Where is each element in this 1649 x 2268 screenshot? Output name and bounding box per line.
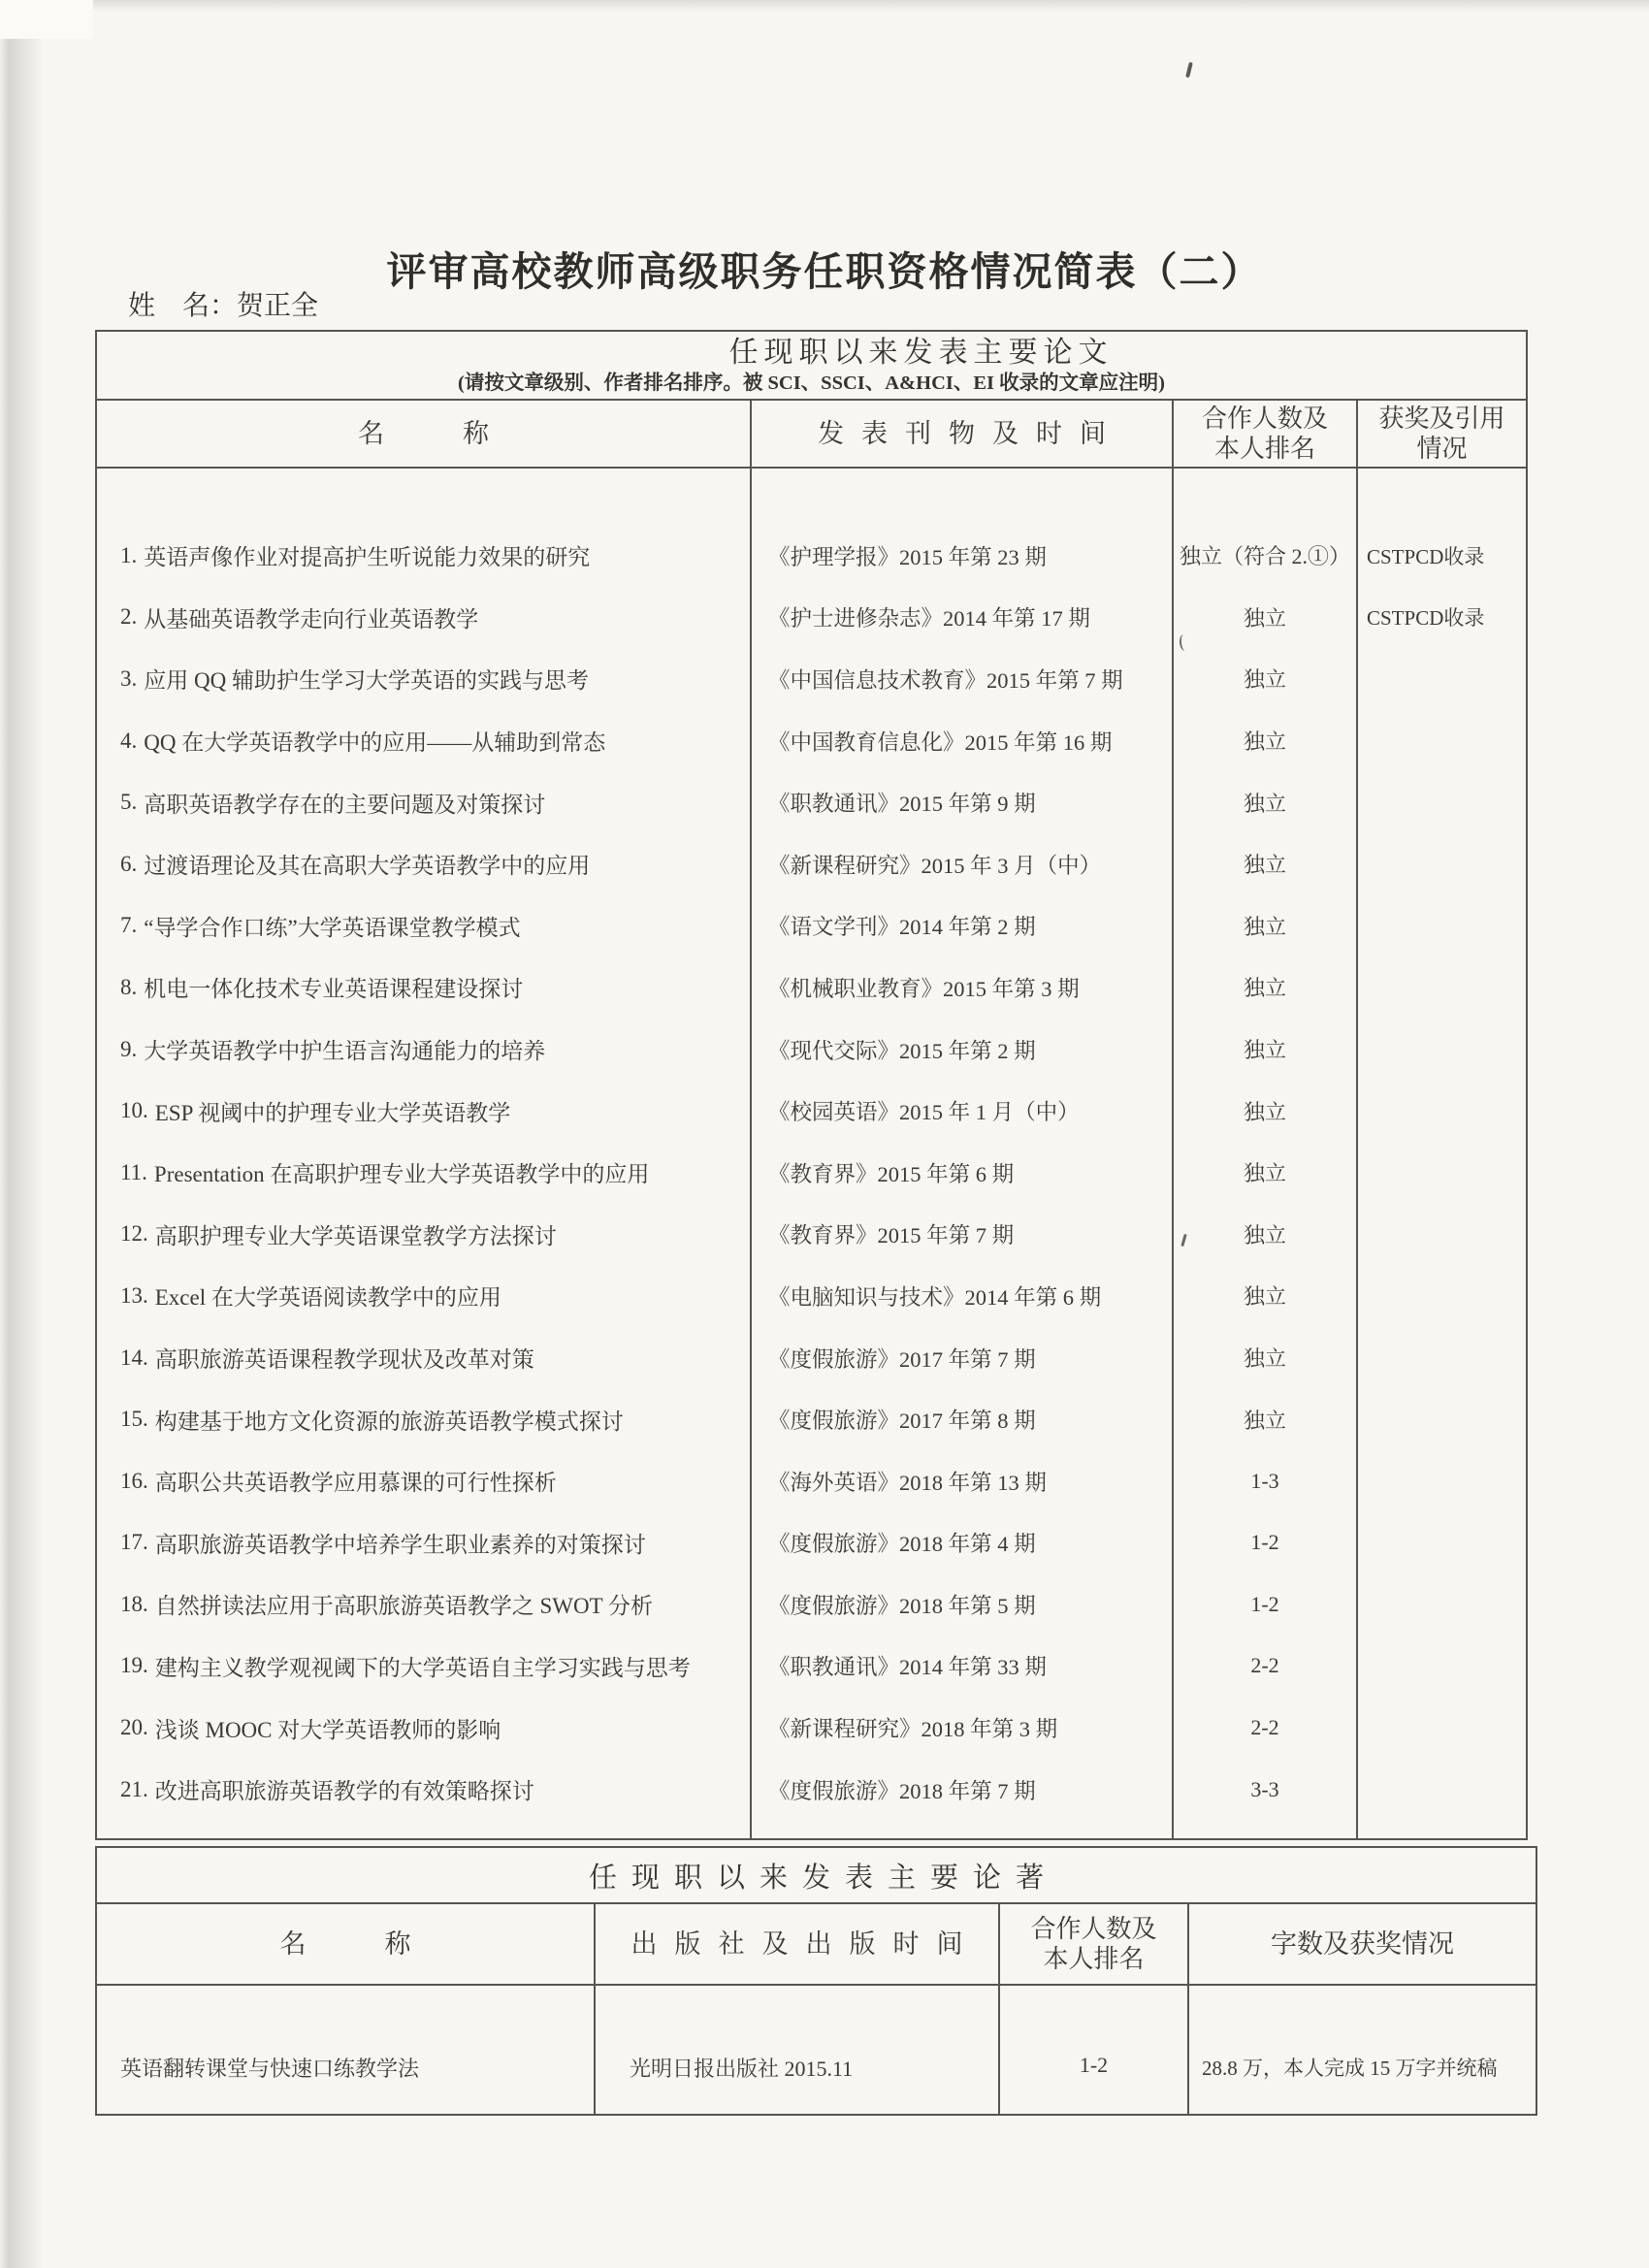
paper-title: 20. 浅谈 MOOC 对大学英语教师的影响 bbox=[120, 1715, 501, 1742]
paper-journal: 《中国教育信息化》2015 年第 16 期 bbox=[768, 729, 1113, 755]
paper-title: 8. 机电一体化技术专业英语课程建设探讨 bbox=[120, 974, 524, 1002]
paper-award bbox=[1358, 1450, 1526, 1512]
paper-title: 11. Presentation 在高职护理专业大学英语教学中的应用 bbox=[120, 1159, 650, 1187]
scan-corner-highlight bbox=[0, 0, 93, 39]
paper-title: 9. 大学英语教学中护生语言沟通能力的培养 bbox=[120, 1036, 546, 1064]
paper-rank: 1-3 bbox=[1250, 1468, 1279, 1493]
paper-journal: 《新课程研究》2015 年 3 月（中） bbox=[768, 853, 1102, 878]
paper-rank: 2-2 bbox=[1250, 1715, 1279, 1740]
paper-title: 21. 改进高职旅游英语教学的有效策略探讨 bbox=[120, 1776, 534, 1804]
column-header-name: 名 称 bbox=[358, 418, 489, 448]
scan-edge-shadow bbox=[0, 0, 43, 2268]
paper-award bbox=[1358, 771, 1526, 833]
paper-rank: 独立 bbox=[1243, 667, 1286, 693]
paper-title: 18. 自然拼读法应用于高职旅游英语教学之 SWOT 分析 bbox=[120, 1591, 653, 1619]
paper-title: 3. 应用 QQ 辅助护生学习大学英语的实践与思考 bbox=[120, 665, 589, 694]
books-table-header bbox=[97, 1904, 1536, 1986]
paper-title: 1. 英语声像作业对提高护生听说能力效果的研究 bbox=[120, 542, 591, 570]
column-header-words: 字数及获奖情况 bbox=[1187, 1904, 1536, 1984]
paper-title: 16. 高职公共英语教学应用慕课的可行性探析 bbox=[120, 1468, 557, 1496]
paper-award: CSTPCD收录 bbox=[1367, 544, 1485, 568]
paper-rank: 独立 bbox=[1243, 1038, 1286, 1063]
paper-rank: 独立 bbox=[1243, 791, 1286, 816]
scan-top-shadow bbox=[0, 0, 1649, 12]
paper-title: 13. Excel 在大学英语阅读教学中的应用 bbox=[120, 1282, 501, 1311]
paper-rank: 1-2 bbox=[1250, 1530, 1279, 1555]
paper-title: 10. ESP 视阈中的护理专业大学英语教学 bbox=[120, 1098, 511, 1125]
scan-artifact bbox=[1185, 62, 1193, 78]
paper-award: CSTPCD收录 bbox=[1367, 606, 1485, 631]
papers-table-body bbox=[97, 469, 1526, 1838]
paper-award bbox=[1358, 1142, 1526, 1204]
paper-journal: 《度假旅游》2017 年第 7 期 bbox=[768, 1346, 1036, 1372]
paper-journal: 《海外英语》2018 年第 13 期 bbox=[768, 1470, 1047, 1495]
books-table bbox=[95, 1846, 1537, 2116]
paper-title: 6. 过渡语理论及其在高职大学英语教学中的应用 bbox=[120, 851, 591, 879]
book-rank: 1-2 bbox=[998, 1986, 1187, 2114]
paper-journal: 《中国信息技术教育》2015 年第 7 期 bbox=[768, 667, 1123, 693]
name-value: 贺正全 bbox=[237, 291, 319, 321]
paper-title: 4. QQ 在大学英语教学中的应用——从辅助到常态 bbox=[120, 728, 606, 756]
paper-journal: 《职教通讯》2014 年第 33 期 bbox=[768, 1655, 1047, 1680]
paper-journal: 《度假旅游》2017 年第 8 期 bbox=[768, 1409, 1036, 1434]
paper-award bbox=[1358, 1019, 1526, 1081]
column-header-award: 获奖及引用 情况 bbox=[1356, 401, 1526, 467]
column-header-rank: 合作人数及 本人排名 bbox=[1172, 401, 1356, 467]
paper-journal: 《护士进修杂志》2014 年第 17 期 bbox=[768, 606, 1090, 632]
page-title: 评审高校教师高级职务任职资格情况简表（二） bbox=[386, 249, 1263, 295]
paper-award bbox=[1358, 1204, 1526, 1266]
paper-award bbox=[1358, 1388, 1526, 1450]
paper-rank: 独立 bbox=[1243, 1161, 1286, 1186]
paper-award bbox=[1358, 1636, 1526, 1698]
paper-journal: 《护理学报》2015 年第 23 期 bbox=[768, 544, 1047, 569]
paper-award bbox=[1358, 833, 1526, 895]
papers-name-column bbox=[97, 469, 750, 1838]
paper-rank: 独立 bbox=[1243, 1222, 1286, 1247]
paper-award bbox=[1358, 1759, 1526, 1821]
column-header-book-name: 名 称 bbox=[279, 1928, 411, 1959]
papers-table-header bbox=[97, 401, 1526, 469]
paper-rank: 独立 bbox=[1243, 729, 1286, 755]
paper-journal: 《机械职业教育》2015 年第 3 期 bbox=[768, 976, 1080, 1001]
papers-journal-column bbox=[750, 469, 1172, 1838]
book-publisher: 光明日报出版社 2015.11 bbox=[594, 1986, 998, 2114]
paper-rank: 独立 bbox=[1243, 1284, 1286, 1310]
papers-table-title-row bbox=[97, 332, 1526, 401]
paper-journal: 《语文学刊》2014 年第 2 期 bbox=[768, 915, 1036, 940]
paper-award bbox=[1358, 648, 1526, 710]
paper-title: 12. 高职护理专业大学英语课堂教学方法探讨 bbox=[120, 1221, 557, 1248]
paper-award bbox=[1358, 710, 1526, 772]
paper-rank: 独立 bbox=[1243, 853, 1286, 878]
paper-journal: 《教育界》2015 年第 7 期 bbox=[768, 1223, 1015, 1248]
paper-journal: 《电脑知识与技术》2014 年第 6 期 bbox=[768, 1284, 1102, 1310]
paper-journal: 《度假旅游》2018 年第 5 期 bbox=[768, 1593, 1036, 1618]
paper-rank: 1-2 bbox=[1250, 1591, 1279, 1616]
paper-rank: 独立 bbox=[1243, 1346, 1286, 1372]
paper-title: 7. “导学合作口练”大学英语课堂教学模式 bbox=[120, 913, 521, 940]
paper-journal: 《校园英语》2015 年 1 月（中） bbox=[768, 1100, 1080, 1125]
paper-rank: 独立（符合 2.①） bbox=[1179, 544, 1350, 569]
papers-table-title: 任现职以来发表主要论文 bbox=[728, 337, 1114, 369]
paper-title: 2. 从基础英语教学走向行业英语教学 bbox=[120, 604, 479, 632]
paper-rank: 独立 bbox=[1243, 605, 1286, 631]
name-label: 姓 名： bbox=[128, 291, 238, 321]
column-header-journal: 发表刊物及时间 bbox=[750, 401, 1172, 467]
paper-rank: 2-2 bbox=[1250, 1653, 1279, 1678]
papers-award-column bbox=[1356, 469, 1526, 1838]
paper-journal: 《度假旅游》2018 年第 4 期 bbox=[768, 1532, 1036, 1557]
books-table-body bbox=[97, 1986, 1536, 2114]
books-table-title: 任现职以来发表主要论著 bbox=[97, 1848, 1536, 1904]
paper-award bbox=[1358, 956, 1526, 1019]
paper-award bbox=[1358, 895, 1526, 957]
paper-award bbox=[1358, 1327, 1526, 1389]
paper-rank: 独立 bbox=[1243, 914, 1286, 939]
paper-rank: 独立 bbox=[1243, 1099, 1286, 1124]
paper-journal: 《教育界》2015 年第 6 期 bbox=[768, 1161, 1015, 1186]
paper-rank: 3-3 bbox=[1250, 1776, 1279, 1801]
paper-title: 5. 高职英语教学存在的主要问题及对策探讨 bbox=[120, 790, 546, 817]
paper-title: 17. 高职旅游英语教学中培养学生职业素养的对策探讨 bbox=[120, 1530, 646, 1557]
book-title: 英语翻转课堂与快速口练教学法 bbox=[120, 2057, 420, 2081]
papers-table bbox=[95, 330, 1528, 1840]
paper-rank: 独立 bbox=[1243, 976, 1286, 1001]
name-line bbox=[128, 284, 318, 323]
papers-table-subtitle: (请按文章级别、作者排名排序。被 SCI、SSCI、A&HCI、EI 收录的文章应注明) bbox=[458, 373, 1165, 394]
paper-journal: 《职教通讯》2015 年第 9 期 bbox=[768, 792, 1036, 817]
paper-award bbox=[1358, 1080, 1526, 1142]
papers-rank-column bbox=[1172, 469, 1356, 1838]
paper-title: 19. 建构主义教学观视阈下的大学英语自主学习实践与思考 bbox=[120, 1653, 691, 1680]
paper-journal: 《度假旅游》2018 年第 7 期 bbox=[768, 1778, 1036, 1803]
paper-award bbox=[1358, 1697, 1526, 1759]
paper-title: 15. 构建基于地方文化资源的旅游英语教学模式探讨 bbox=[120, 1407, 624, 1434]
paper-journal: 《新课程研究》2018 年第 3 期 bbox=[768, 1717, 1058, 1742]
column-header-publisher: 出版社及出版时间 bbox=[594, 1904, 998, 1984]
paper-award bbox=[1358, 1512, 1526, 1574]
column-header-book-rank: 合作人数及 本人排名 bbox=[998, 1904, 1187, 1984]
paper-rank: 独立 bbox=[1243, 1408, 1286, 1433]
book-words: 28.8 万，本人完成 15 万字并统稿 bbox=[1187, 1986, 1536, 2114]
paper-journal: 《现代交际》2015 年第 2 期 bbox=[768, 1038, 1036, 1063]
paper-title: 14. 高职旅游英语课程教学现状及改革对策 bbox=[120, 1345, 534, 1373]
paper-award bbox=[1358, 1265, 1526, 1327]
paper-award bbox=[1358, 1573, 1526, 1636]
